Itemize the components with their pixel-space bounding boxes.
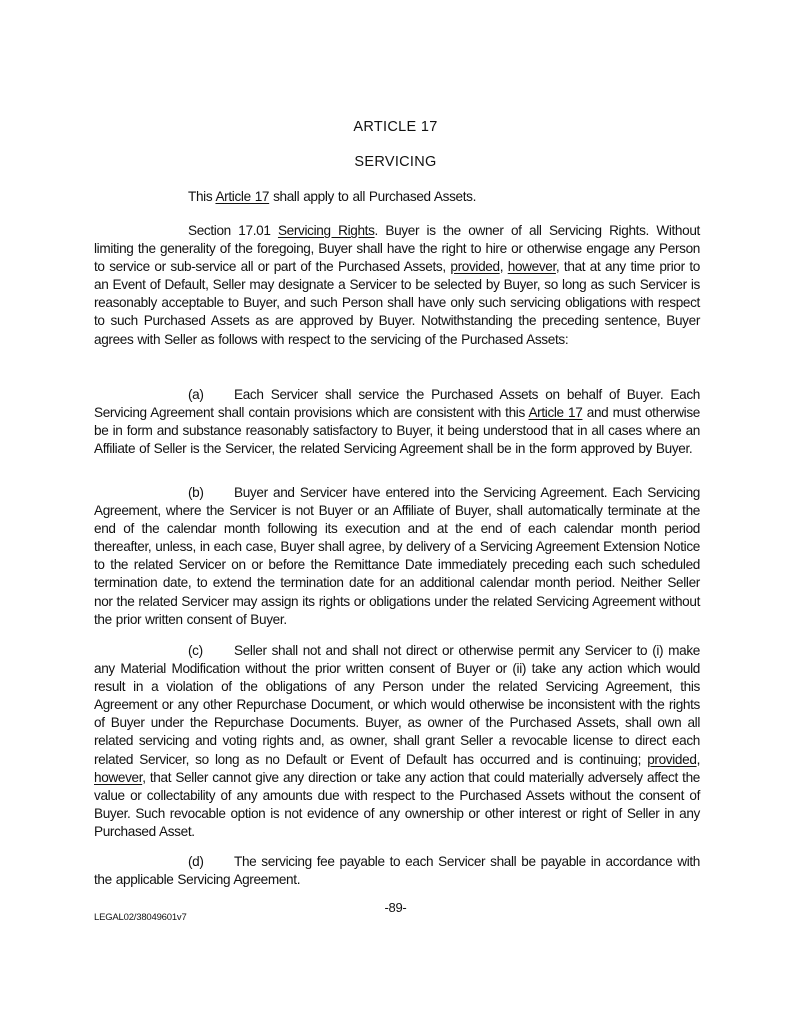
clause-d-label: (d) xyxy=(188,854,204,869)
section-text-1: . Buyer is the owner of all Servicing Rights. Without limiting the generality of the foregoing, Buyer shall have the right to hire or otherwise engage any Person to service or sub-service all or part of the Purchased Assets, xyxy=(94,223,700,275)
clause-d-paragraph xyxy=(94,853,700,889)
section-17-01-paragraph xyxy=(94,222,700,349)
article-subtitle: SERVICING xyxy=(354,154,437,170)
footer-document-id: LEGAL02/38049601v7 xyxy=(94,912,187,923)
clause-a-text-2: and must otherwise be in form and substance reasonably satisfactory to Buyer, it being understood that in all cases where an Affiliate of Seller is the Servicer, the related Servicing Agreement shall be in the form approved by Buyer. xyxy=(94,405,701,457)
clause-b-label: (b) xyxy=(188,485,204,500)
article-title: ARTICLE 17 xyxy=(353,119,438,135)
clause-a-paragraph xyxy=(94,386,700,458)
article-17-reference: Article 17 xyxy=(215,189,270,204)
section-text-2: , that at any time prior to an Event of Default, Seller may designate a Servicer to be selected by Buyer, so long as such Servicer is reasonably acceptable to Buyer, and such Person shall have only such servicing obligations with respect to such Purchased Assets as are approved by Buyer. Notwithstanding the preceding sentence, Buyer agrees with Seller as follows with respect to the servicing of the Purchased Assets: xyxy=(94,259,700,347)
however-term: however xyxy=(507,259,556,275)
comma: , xyxy=(696,751,700,767)
however-term: however xyxy=(94,769,143,785)
page-number: -89- xyxy=(384,900,407,915)
clause-a-text-1: Each Servicer shall service the Purchased Assets on behalf of Buyer. Each Servicing Agreement shall contain provisions which are consistent with this xyxy=(94,387,700,421)
clause-c-paragraph xyxy=(94,642,700,841)
clause-b-paragraph xyxy=(94,484,700,629)
clause-c-text-2: , that Seller cannot give any direction or take any action that could materially adversely affect the value or collectability of any amounts due with respect to the Purchased Assets without the consent of Buyer. Such revocable option is not evidence of any ownership or other interest or right of Seller in any Purchased Asset. xyxy=(94,769,700,839)
provided-term: provided xyxy=(450,259,500,275)
clause-d-text: The servicing fee payable to each Servicer shall be payable in accordance with the applicable Servicing Agreement. xyxy=(94,854,700,888)
intro-text: This xyxy=(188,189,216,204)
section-number: Section 17.01 xyxy=(188,223,278,238)
article-17-reference: Article 17 xyxy=(528,405,583,421)
provided-term: provided xyxy=(647,751,697,767)
intro-text-end: shall apply to all Purchased Assets. xyxy=(269,189,477,204)
clause-a-label: (a) xyxy=(188,387,204,402)
clause-b-text: Buyer and Servicer have entered into the Servicing Agreement. Each Servicing Agreement, where the Servicer is not Buyer or an Affiliate of Buyer, shall automatically terminate at the end of the calendar month following its execution and at the end of each calendar month period thereafter, unless, in each case, Buyer shall agree, by delivery of a Servicing Agreement Extension Notice to the related Servicer on or before the Remittance Date immediately preceding each such scheduled termination date, to extend the termination date for an additional calendar month period. Neither Seller nor the related Servicer may assign its rights or obligations under the related Servicing Agreement without the prior written consent of Buyer. xyxy=(94,485,700,627)
clause-c-text-1: Seller shall not and shall not direct or otherwise permit any Servicer to (i) make any Material Modification without the prior written consent of Buyer or (ii) take any action which would result in a violation of the obligations of any Person under the related Servicing Agreement, this Agreement or any other Repurchase Document, or which would otherwise be inconsistent with the rights of Buyer under the Repurchase Documents. Buyer, as owner of the Purchased Assets, shall own all related servicing and voting rights and, as owner, shall grant Seller a revocable license to direct each related Servicer, so long as no Default or Event of Default has occurred and is continuing; xyxy=(94,643,700,767)
clause-c-label: (c) xyxy=(188,643,203,658)
section-heading: Servicing Rights xyxy=(277,223,375,238)
comma: , xyxy=(499,259,508,275)
intro-paragraph xyxy=(94,188,700,206)
